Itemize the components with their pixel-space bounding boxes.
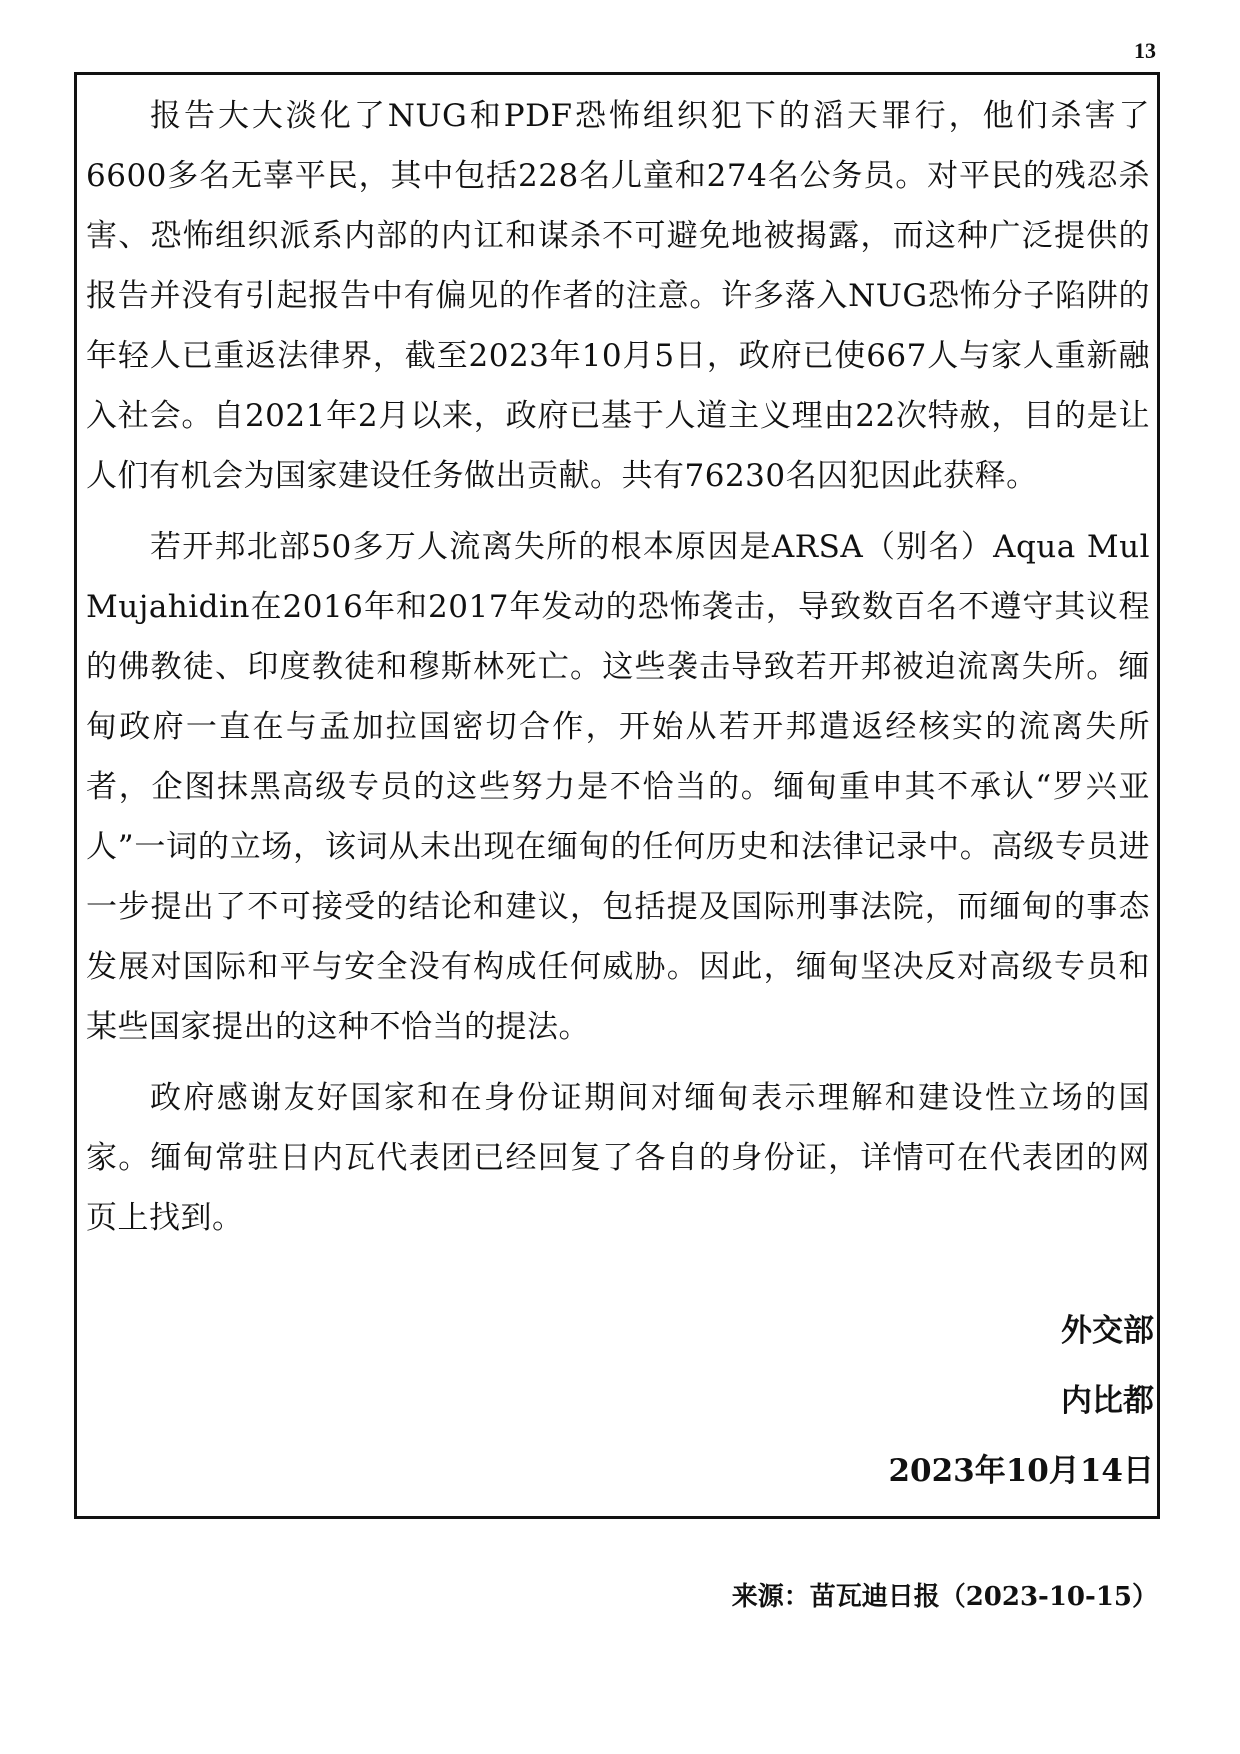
paragraph-3: 政府感谢友好国家和在身份证期间对缅甸表示理解和建设性立场的国家。缅甸常驻日内瓦代表团已经回复了各自的身份证，详情可在代表团的网页上找到。 [86,1080,1150,1236]
signature-block [888,1296,1154,1506]
page-number: 13 [1134,38,1156,63]
signature-city: 内比都 [1061,1383,1154,1419]
paragraph-1: 报告大大淡化了NUG和PDF恐怖组织犯下的滔天罪行，他们杀害了6600多名无辜平民，其中包括228名儿童和274名公务员。对平民的残忍杀害、恐怖组织派系内部的内讧和谋杀不可避免地被揭露，而这种广泛提供的报告并没有引起报告中有偏见的作者的注意。许多落入NUG恐怖分子陷阱的年轻人已重返法律界，截至2023年10月5日，政府已使667人与家人重新融入社会。自2021年2月以来，政府已基于人道主义理由22次特赦，目的是让人们有机会为国家建设任务做出贡献。共有76230名囚犯因此获释。 [86,98,1150,494]
signature-ministry: 外交部 [1061,1313,1154,1349]
signature-date: 2023年10月14日 [888,1453,1154,1489]
paragraph-2: 若开邦北部50多万人流离失所的根本原因是ARSA（别名）Aqua Mul Mujahidin在2016年和2017年发动的恐怖袭击，导致数百名不遵守其议程的佛教徒、印度教徒和穆斯林死亡。这些袭击导致若开邦被迫流离失所。缅甸政府一直在与孟加拉国密切合作，开始从若开邦遣返经核实的流离失所者，企图抹黑高级专员的这些努力是不恰当的。缅甸重申其不承认“罗兴亚人”一词的立场，该词从未出现在缅甸的任何历史和法律记录中。高级专员进一步提出了不可接受的结论和建议，包括提及国际刑事法院，而缅甸的事态发展对国际和平与安全没有构成任何威胁。因此，缅甸坚决反对高级专员和某些国家提出的这种不恰当的提法。 [86,529,1150,1045]
source-line: 来源：苗瓦迪日报（2023-10-15） [731,1582,1158,1612]
statement-body [86,86,1150,1259]
